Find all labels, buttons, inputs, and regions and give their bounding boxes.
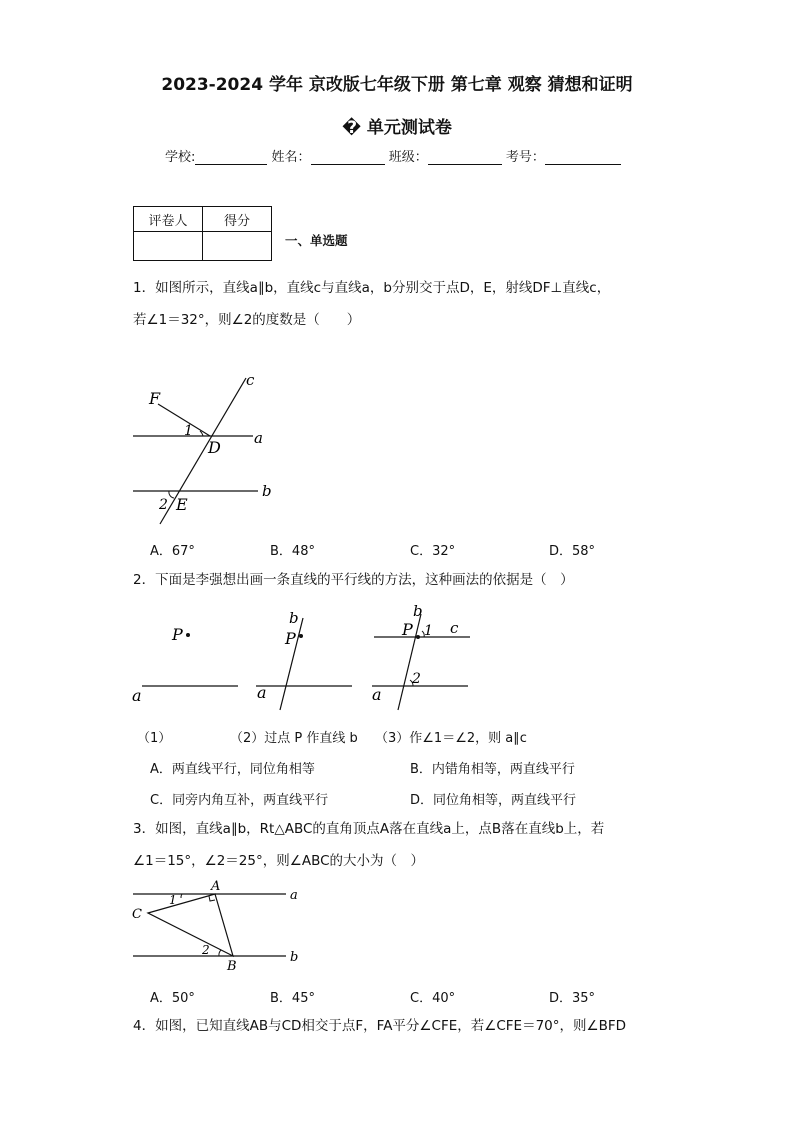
q3-label-A: A	[211, 879, 221, 894]
reviewer-cell[interactable]	[134, 232, 203, 261]
q3-label-C: C	[132, 907, 142, 922]
q1-label-2: 2	[159, 497, 168, 513]
section-title: 一、单选题	[285, 233, 348, 248]
q3-angle2-arc	[219, 950, 221, 956]
school-blank[interactable]	[195, 150, 267, 165]
q2-f2-label-b: b	[289, 609, 299, 627]
q3-angle1-arc	[181, 894, 182, 898]
class-label: 班级：	[388, 150, 428, 165]
q3-label-b: b	[290, 950, 299, 965]
q3-triangle-ABC	[148, 894, 233, 956]
school-label: 学校:	[165, 150, 196, 165]
q2-f3-label-a: a	[372, 685, 382, 704]
q2-option-b[interactable]: B．内错角相等，两直线平行	[410, 762, 575, 777]
exam-subtitle: 单元测试卷	[366, 118, 452, 138]
q2-f1-point-P	[186, 633, 190, 637]
reviewer-header: 评卷人	[134, 207, 203, 232]
q2-f3-point-P	[416, 635, 420, 639]
q1-label-F: F	[149, 389, 161, 408]
number-label: 考号：	[505, 150, 545, 165]
q2-option-a[interactable]: A．两直线平行，同位角相等	[150, 762, 315, 777]
q3-option-a[interactable]: A．50°	[150, 991, 195, 1006]
class-blank[interactable]	[428, 150, 502, 165]
score-table	[133, 206, 272, 261]
q2-option-d[interactable]: D．同位角相等，两直线平行	[410, 793, 577, 808]
q3-label-B: B	[227, 959, 237, 974]
q4-text-line1: 4．如图，已知直线AB与CD相交于点F，FA平分∠CFE，若∠CFE＝70°，则∠BFD	[133, 1018, 627, 1034]
q1-text-line1: 1．如图所示，直线a∥b，直线c与直线a，b分别交于点D，E，射线DF⊥直线c，	[133, 280, 611, 296]
q2-f2-label-P: P	[285, 629, 296, 648]
q1-text-line2: 若∠1＝32°，则∠2的度数是（ ）	[133, 312, 361, 328]
q2-f3-label-1: 1	[424, 623, 433, 639]
q2-option-c[interactable]: C．同旁内角互补，两直线平行	[150, 793, 329, 808]
q2-f2-label-a: a	[257, 683, 267, 702]
q1-line-c	[160, 378, 246, 524]
score-header: 得分	[203, 207, 272, 232]
q3-right-angle-mark	[209, 896, 215, 901]
q2-f3-label-2: 2	[412, 671, 421, 687]
q2-f1-label-a: a	[132, 686, 142, 705]
q1-label-E: E	[176, 495, 188, 514]
number-blank[interactable]	[545, 150, 621, 165]
replacement-glyph-icon: �	[342, 118, 361, 138]
q3-option-c[interactable]: C．40°	[410, 991, 456, 1006]
q3-option-b[interactable]: B．45°	[270, 991, 315, 1006]
q1-option-d[interactable]: D．58°	[549, 544, 596, 559]
q1-angle2-arc	[169, 491, 174, 498]
q3-option-d[interactable]: D．35°	[549, 991, 596, 1006]
q1-option-a[interactable]: A．67°	[150, 544, 195, 559]
q3-text-line1: 3．如图，直线a∥b，Rt△ABC的直角顶点A落在直线a上，点B落在直线b上，若	[133, 821, 605, 837]
q1-label-b: b	[262, 482, 272, 500]
q2-f1-label-P: P	[172, 625, 183, 644]
name-label: 姓名：	[271, 150, 311, 165]
q1-label-a: a	[254, 429, 263, 447]
q2-text-line1: 2．下面是李强想出画一条直线的平行线的方法，这种画法的依据是（ ）	[133, 572, 574, 588]
q1-option-b[interactable]: B．48°	[270, 544, 315, 559]
q2-f2-point-P	[299, 634, 303, 638]
q2-f3-label-c: c	[450, 619, 459, 637]
q1-label-1: 1	[184, 423, 193, 439]
name-blank[interactable]	[311, 150, 385, 165]
q2-f3-label-b: b	[413, 602, 423, 620]
exam-title-line1: 2023-2024 学年 京改版七年级下册 第七章 观察 猜想和证明	[161, 75, 633, 95]
q1-label-c: c	[246, 371, 255, 389]
q3-figure	[128, 876, 308, 976]
student-info-row	[165, 146, 621, 165]
q3-text-line2: ∠1＝15°，∠2＝25°，则∠ABC的大小为（ ）	[133, 853, 425, 869]
q2-caption-3: （3）作∠1＝∠2，则 a∥c	[375, 731, 527, 746]
q3-label-2: 2	[202, 943, 210, 957]
q2-f3-label-P: P	[402, 620, 413, 639]
q2-figure	[128, 600, 478, 715]
q1-option-c[interactable]: C．32°	[410, 544, 456, 559]
q1-figure	[128, 368, 288, 528]
exam-title-line2	[0, 113, 794, 138]
q1-label-D: D	[208, 438, 221, 457]
q3-label-a: a	[290, 888, 298, 903]
q3-label-1: 1	[169, 893, 177, 907]
q2-caption-1: （1）	[137, 731, 172, 746]
q2-caption-2: （2）过点 P 作直线 b	[230, 731, 358, 746]
score-cell[interactable]	[203, 232, 272, 261]
